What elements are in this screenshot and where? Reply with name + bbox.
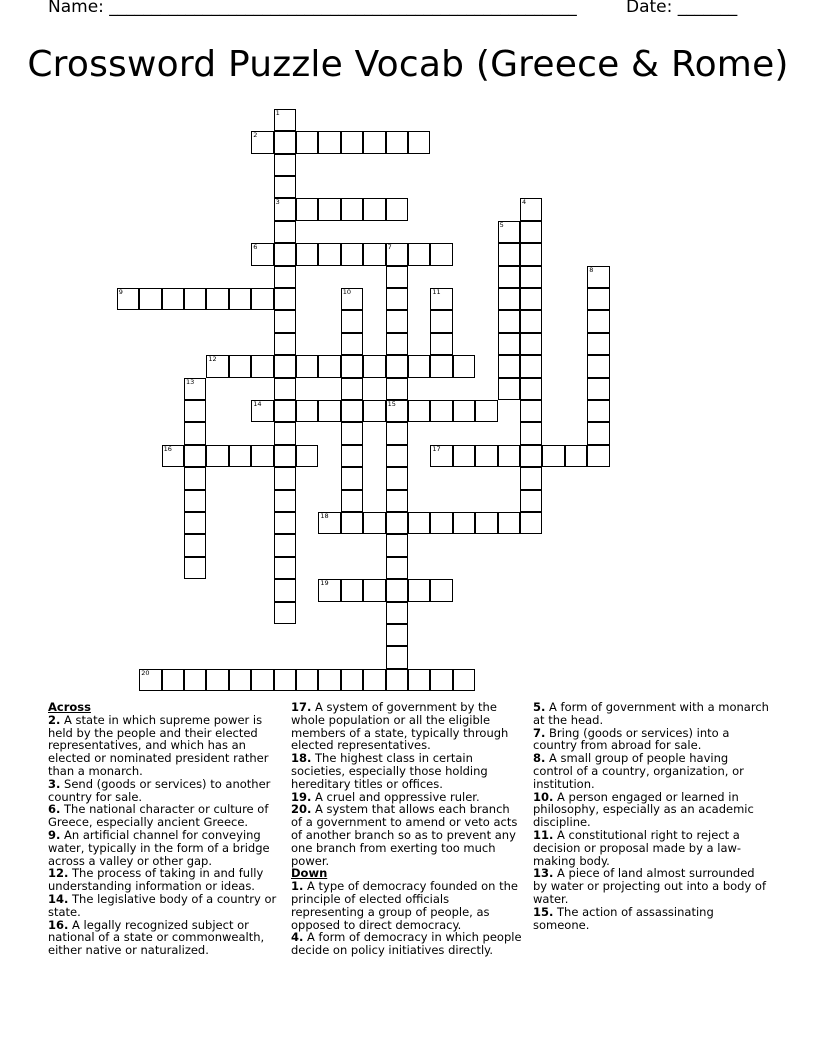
crossword-cell[interactable] bbox=[296, 355, 318, 377]
crossword-cell[interactable] bbox=[408, 355, 430, 377]
crossword-cell[interactable] bbox=[184, 288, 206, 310]
crossword-cell[interactable] bbox=[386, 266, 408, 288]
crossword-cell[interactable] bbox=[341, 243, 363, 265]
crossword-cell[interactable] bbox=[296, 243, 318, 265]
page-title: Crossword Puzzle Vocab (Greece & Rome) bbox=[27, 44, 789, 85]
clue-number-label: 9. bbox=[48, 827, 61, 842]
clue-text: The national character or culture of Greece, especially ancient Greece. bbox=[48, 802, 269, 830]
crossword-cell[interactable] bbox=[520, 378, 542, 400]
clue-number: 16 bbox=[163, 444, 172, 453]
clue-number-label: 11. bbox=[533, 827, 554, 842]
crossword-cell[interactable] bbox=[251, 355, 273, 377]
across-clue-list-continued bbox=[291, 701, 523, 867]
clue-number-label: 13. bbox=[533, 866, 554, 881]
crossword-cell[interactable] bbox=[296, 445, 318, 467]
crossword-cell[interactable] bbox=[296, 198, 318, 220]
crossword-cell[interactable] bbox=[430, 512, 452, 534]
crossword-cell[interactable] bbox=[318, 669, 340, 691]
crossword-cell[interactable] bbox=[386, 310, 408, 332]
crossword-cell[interactable] bbox=[386, 378, 408, 400]
crossword-cell[interactable] bbox=[274, 355, 296, 377]
crossword-cell[interactable] bbox=[520, 333, 542, 355]
crossword-cell[interactable] bbox=[386, 131, 408, 153]
crossword-cell[interactable] bbox=[520, 198, 542, 220]
clue-number: 3 bbox=[275, 198, 280, 207]
clue-text: A form of democracy in which people decide on policy initiatives directly. bbox=[291, 930, 522, 958]
across-heading: Across bbox=[48, 700, 91, 714]
crossword-cell[interactable] bbox=[386, 198, 408, 220]
crossword-cell[interactable] bbox=[206, 288, 228, 310]
clue-number-label: 7. bbox=[533, 725, 546, 740]
crossword-cell[interactable] bbox=[386, 579, 408, 601]
crossword-cell[interactable] bbox=[274, 467, 296, 489]
clue-text: A person engaged or learned in philosophy, especially as an academic discipline. bbox=[533, 789, 754, 830]
crossword-cell[interactable] bbox=[386, 467, 408, 489]
clue-item bbox=[291, 880, 523, 931]
clue-text: The process of taking in and fully understanding information or ideas. bbox=[48, 866, 264, 894]
crossword-cell[interactable] bbox=[184, 490, 206, 512]
clue-number-label: 4. bbox=[291, 930, 304, 945]
crossword-cell[interactable] bbox=[318, 579, 340, 601]
crossword-cell[interactable] bbox=[251, 669, 273, 691]
crossword-cell[interactable] bbox=[587, 266, 609, 288]
clue-number-label: 15. bbox=[533, 904, 554, 919]
crossword-cell[interactable] bbox=[386, 512, 408, 534]
crossword-cell[interactable] bbox=[341, 512, 363, 534]
crossword-cell[interactable] bbox=[363, 512, 385, 534]
crossword-cell[interactable] bbox=[587, 422, 609, 444]
clue-item bbox=[291, 803, 523, 867]
clue-number-label: 20. bbox=[291, 802, 312, 817]
crossword-cell[interactable] bbox=[229, 288, 251, 310]
clue-number: 4 bbox=[522, 198, 527, 207]
crossword-cell[interactable] bbox=[296, 669, 318, 691]
crossword-cell[interactable] bbox=[520, 445, 542, 467]
crossword-cell[interactable] bbox=[520, 310, 542, 332]
crossword-cell[interactable] bbox=[341, 669, 363, 691]
crossword-cell[interactable] bbox=[386, 333, 408, 355]
name-line[interactable]: Name: _______________________________________________________ bbox=[48, 0, 577, 17]
crossword-cell[interactable] bbox=[274, 154, 296, 176]
crossword-cell[interactable] bbox=[453, 400, 475, 422]
crossword-cell[interactable] bbox=[274, 198, 296, 220]
crossword-cell[interactable] bbox=[430, 243, 452, 265]
clue-text: A type of democracy founded on the principle of elected officials representing a group of people, as opposed to direct democracy. bbox=[291, 879, 518, 932]
crossword-cell[interactable] bbox=[184, 534, 206, 556]
crossword-cell[interactable] bbox=[274, 422, 296, 444]
crossword-cell[interactable] bbox=[274, 557, 296, 579]
across-clue-list bbox=[48, 714, 280, 957]
crossword-cell[interactable] bbox=[363, 131, 385, 153]
crossword-cell[interactable] bbox=[341, 579, 363, 601]
crossword-cell[interactable] bbox=[274, 445, 296, 467]
clue-number: 19 bbox=[320, 579, 329, 588]
clue-item bbox=[48, 803, 280, 829]
crossword-cell[interactable] bbox=[430, 669, 452, 691]
crossword-cell[interactable] bbox=[408, 131, 430, 153]
clue-number: 2 bbox=[253, 131, 258, 140]
crossword-cell[interactable] bbox=[363, 400, 385, 422]
crossword-cell[interactable] bbox=[341, 288, 363, 310]
crossword-cell[interactable] bbox=[229, 669, 251, 691]
clues-column-3 bbox=[533, 701, 769, 931]
crossword-cell[interactable] bbox=[341, 310, 363, 332]
clue-text: Bring (goods or services) into a country from abroad for sale. bbox=[533, 725, 730, 753]
crossword-cell[interactable] bbox=[229, 445, 251, 467]
crossword-cell[interactable] bbox=[386, 602, 408, 624]
crossword-cell[interactable] bbox=[184, 557, 206, 579]
clue-number: 7 bbox=[387, 243, 392, 252]
crossword-cell[interactable] bbox=[587, 355, 609, 377]
crossword-cell[interactable] bbox=[341, 355, 363, 377]
clue-number-label: 18. bbox=[291, 751, 312, 766]
crossword-cell[interactable] bbox=[498, 221, 520, 243]
crossword-cell[interactable] bbox=[386, 669, 408, 691]
crossword-cell[interactable] bbox=[318, 243, 340, 265]
crossword-cell[interactable] bbox=[274, 669, 296, 691]
clue-number: 17 bbox=[432, 444, 441, 453]
clue-number: 14 bbox=[253, 400, 262, 408]
crossword-cell[interactable] bbox=[386, 534, 408, 556]
crossword-cell[interactable] bbox=[475, 512, 497, 534]
crossword-cell[interactable] bbox=[274, 490, 296, 512]
clue-number-label: 14. bbox=[48, 891, 69, 906]
crossword-cell[interactable] bbox=[251, 131, 273, 153]
crossword-cell[interactable] bbox=[363, 355, 385, 377]
crossword-cell[interactable] bbox=[341, 422, 363, 444]
crossword-cell[interactable] bbox=[139, 288, 161, 310]
crossword-cell[interactable] bbox=[498, 378, 520, 400]
clue-text: The highest class in certain societies, especially those holding hereditary titles or offices. bbox=[291, 751, 488, 791]
clue-number-label: 19. bbox=[291, 789, 312, 804]
crossword-cell[interactable] bbox=[453, 445, 475, 467]
crossword-cell[interactable] bbox=[184, 378, 206, 400]
crossword-cell[interactable] bbox=[117, 288, 139, 310]
crossword-cell[interactable] bbox=[296, 400, 318, 422]
clue-text: A constitutional right to reject a decision or proposal made by a law-making body. bbox=[533, 827, 742, 868]
clue-item bbox=[533, 701, 769, 727]
crossword-cell[interactable] bbox=[430, 400, 452, 422]
crossword-cell[interactable] bbox=[430, 288, 452, 310]
down-heading: Down bbox=[291, 866, 328, 881]
clue-item bbox=[291, 752, 523, 790]
crossword-cell[interactable] bbox=[498, 355, 520, 377]
crossword-cell[interactable] bbox=[498, 310, 520, 332]
clue-number: 13 bbox=[186, 377, 195, 386]
clue-text: A small group of people having control of a country, organization, or institution. bbox=[533, 751, 744, 791]
clue-number: 18 bbox=[320, 512, 329, 520]
crossword-cell[interactable] bbox=[587, 333, 609, 355]
clue-text: An artificial channel for conveying water, typically in the form of a bridge across a valley or other gap. bbox=[48, 827, 270, 868]
crossword-cell[interactable] bbox=[520, 355, 542, 377]
crossword-cell[interactable] bbox=[587, 400, 609, 422]
crossword-cell[interactable] bbox=[430, 579, 452, 601]
crossword-cell[interactable] bbox=[587, 310, 609, 332]
crossword-cell[interactable] bbox=[386, 490, 408, 512]
crossword-cell[interactable] bbox=[408, 243, 430, 265]
clue-text: Send (goods or services) to another country for sale. bbox=[48, 776, 271, 804]
clue-item bbox=[291, 931, 523, 957]
clue-number: 15 bbox=[387, 400, 396, 408]
clue-item bbox=[291, 701, 523, 752]
crossword-cell[interactable] bbox=[274, 176, 296, 198]
clue-number: 20 bbox=[141, 668, 150, 677]
down-clue-list-continued bbox=[533, 701, 769, 931]
crossword-cell[interactable] bbox=[274, 602, 296, 624]
crossword-cell[interactable] bbox=[498, 243, 520, 265]
clue-number: 6 bbox=[253, 243, 258, 252]
crossword-cell[interactable] bbox=[587, 378, 609, 400]
crossword-cell[interactable] bbox=[274, 378, 296, 400]
crossword-cell[interactable] bbox=[430, 355, 452, 377]
crossword-cell[interactable] bbox=[318, 400, 340, 422]
clue-number-label: 6. bbox=[48, 802, 61, 817]
clue-text: A form of government with a monarch at the head. bbox=[533, 700, 769, 727]
crossword-cell[interactable] bbox=[408, 669, 430, 691]
crossword-cell[interactable] bbox=[520, 467, 542, 489]
crossword-cell[interactable] bbox=[251, 288, 273, 310]
crossword-cell[interactable] bbox=[274, 266, 296, 288]
crossword-cell[interactable] bbox=[139, 669, 161, 691]
crossword-cell[interactable] bbox=[386, 243, 408, 265]
date-line[interactable]: Date: _______ bbox=[626, 0, 738, 17]
crossword-cell[interactable] bbox=[520, 422, 542, 444]
crossword-cell[interactable] bbox=[408, 400, 430, 422]
clue-number-label: 8. bbox=[533, 751, 546, 766]
clue-number: 12 bbox=[208, 355, 217, 364]
crossword-cell[interactable] bbox=[341, 333, 363, 355]
crossword-cell[interactable] bbox=[520, 221, 542, 243]
crossword-cell[interactable] bbox=[498, 288, 520, 310]
crossword-cell[interactable] bbox=[184, 512, 206, 534]
crossword-cell[interactable] bbox=[206, 445, 228, 467]
crossword-cell[interactable] bbox=[296, 131, 318, 153]
crossword-cell[interactable] bbox=[318, 355, 340, 377]
clue-number-label: 16. bbox=[48, 917, 69, 932]
crossword-cell[interactable] bbox=[184, 669, 206, 691]
crossword-cell[interactable] bbox=[318, 198, 340, 220]
clue-item bbox=[533, 791, 769, 829]
crossword-cell[interactable] bbox=[498, 266, 520, 288]
clue-number-label: 10. bbox=[533, 789, 554, 804]
crossword-cell[interactable] bbox=[274, 534, 296, 556]
crossword-cell[interactable] bbox=[453, 669, 475, 691]
crossword-cell[interactable] bbox=[274, 400, 296, 422]
clue-item bbox=[48, 714, 280, 778]
clue-item bbox=[533, 727, 769, 753]
crossword-cell[interactable] bbox=[341, 198, 363, 220]
clue-number: 10 bbox=[342, 288, 352, 296]
crossword-cell[interactable] bbox=[386, 624, 408, 646]
crossword-cell[interactable] bbox=[251, 243, 273, 265]
crossword-cell[interactable] bbox=[587, 445, 609, 467]
down-clue-list bbox=[291, 880, 523, 957]
crossword-cell[interactable] bbox=[274, 310, 296, 332]
crossword-cell[interactable] bbox=[430, 333, 452, 355]
crossword-cell[interactable] bbox=[341, 131, 363, 153]
clue-number: 5 bbox=[499, 220, 504, 229]
crossword-cell[interactable] bbox=[430, 445, 452, 467]
crossword-cell[interactable] bbox=[475, 400, 497, 422]
crossword-cell[interactable] bbox=[184, 400, 206, 422]
clue-text: A cruel and oppressive ruler. bbox=[311, 789, 480, 804]
crossword-cell[interactable] bbox=[386, 646, 408, 668]
crossword-cell[interactable] bbox=[498, 333, 520, 355]
crossword-cell[interactable] bbox=[274, 512, 296, 534]
crossword-cell[interactable] bbox=[206, 355, 228, 377]
clue-text: A piece of land almost surrounded by water or projecting out into a body of water. bbox=[533, 866, 767, 906]
crossword-cell[interactable] bbox=[363, 243, 385, 265]
crossword-cell[interactable] bbox=[274, 288, 296, 310]
clue-item bbox=[48, 919, 280, 957]
crossword-cell[interactable] bbox=[520, 490, 542, 512]
crossword-cell[interactable] bbox=[162, 445, 184, 467]
crossword-cell[interactable] bbox=[408, 512, 430, 534]
crossword-cell[interactable] bbox=[162, 288, 184, 310]
clue-item bbox=[48, 893, 280, 919]
clue-item bbox=[533, 752, 769, 790]
clue-item bbox=[48, 829, 280, 867]
crossword-cell[interactable] bbox=[184, 445, 206, 467]
crossword-cell[interactable] bbox=[498, 512, 520, 534]
clue-item bbox=[533, 867, 769, 905]
clue-text: A system of government by the whole population or all the eligible members of a state, typically through elected representatives. bbox=[291, 700, 509, 753]
clues-column-2 bbox=[291, 701, 523, 957]
clue-text: A system that allows each branch of a government to amend or veto acts of another branch so as to prevent any one branch from exerting too much power. bbox=[291, 802, 518, 868]
clue-text: A state in which supreme power is held by the people and their elected representatives, and which has an elected or nominated president rather than a monarch. bbox=[48, 712, 269, 778]
crossword-cell[interactable] bbox=[386, 400, 408, 422]
clue-item bbox=[533, 829, 769, 867]
crossword-cell[interactable] bbox=[341, 490, 363, 512]
crossword-cell[interactable] bbox=[251, 445, 273, 467]
clue-number-label: 12. bbox=[48, 866, 69, 881]
clue-number: 11 bbox=[432, 288, 441, 296]
crossword-cell[interactable] bbox=[274, 221, 296, 243]
crossword-cell[interactable] bbox=[498, 445, 520, 467]
clue-number: 9 bbox=[118, 288, 123, 296]
crossword-cell[interactable] bbox=[386, 557, 408, 579]
clues-column-1 bbox=[48, 701, 280, 957]
crossword-cell[interactable] bbox=[363, 669, 385, 691]
crossword-cell[interactable] bbox=[341, 445, 363, 467]
crossword-cell[interactable] bbox=[318, 512, 340, 534]
crossword-cell[interactable] bbox=[386, 355, 408, 377]
crossword-cell[interactable] bbox=[341, 400, 363, 422]
clue-item bbox=[48, 778, 280, 804]
crossword-cell[interactable] bbox=[341, 378, 363, 400]
crossword-cell[interactable] bbox=[274, 579, 296, 601]
crossword-cell[interactable] bbox=[453, 355, 475, 377]
crossword-cell[interactable] bbox=[565, 445, 587, 467]
clue-item bbox=[533, 906, 769, 932]
crossword-cell[interactable] bbox=[386, 422, 408, 444]
crossword-cell[interactable] bbox=[184, 422, 206, 444]
crossword-cell[interactable] bbox=[184, 467, 206, 489]
crossword-cell[interactable] bbox=[520, 288, 542, 310]
crossword-cell[interactable] bbox=[274, 333, 296, 355]
crossword-cell[interactable] bbox=[386, 288, 408, 310]
crossword-cell[interactable] bbox=[520, 512, 542, 534]
crossword-cell[interactable] bbox=[408, 579, 430, 601]
clue-number: 8 bbox=[589, 265, 594, 274]
crossword-cell[interactable] bbox=[520, 400, 542, 422]
clue-text: The legislative body of a country or state. bbox=[48, 891, 277, 919]
clue-number-label: 2. bbox=[48, 712, 61, 727]
crossword-cell[interactable] bbox=[251, 400, 273, 422]
clue-number-label: 1. bbox=[291, 879, 304, 894]
crossword-cell[interactable] bbox=[520, 266, 542, 288]
clue-number: 1 bbox=[275, 108, 280, 117]
crossword-cell[interactable] bbox=[475, 445, 497, 467]
crossword-cell[interactable] bbox=[453, 512, 475, 534]
crossword-cell[interactable] bbox=[542, 445, 564, 467]
crossword-cell[interactable] bbox=[318, 131, 340, 153]
crossword-cell[interactable] bbox=[274, 109, 296, 131]
crossword-cell[interactable] bbox=[274, 243, 296, 265]
crossword-cell[interactable] bbox=[229, 355, 251, 377]
crossword-cell[interactable] bbox=[206, 669, 228, 691]
clue-number-label: 17. bbox=[291, 700, 312, 714]
crossword-cell[interactable] bbox=[430, 310, 452, 332]
crossword-cell[interactable] bbox=[274, 131, 296, 153]
clue-number-label: 3. bbox=[48, 776, 61, 791]
crossword-cell[interactable] bbox=[520, 243, 542, 265]
crossword-cell[interactable] bbox=[386, 445, 408, 467]
clue-text: The action of assassinating someone. bbox=[533, 904, 714, 932]
crossword-cell[interactable] bbox=[587, 288, 609, 310]
crossword-cell[interactable] bbox=[341, 467, 363, 489]
crossword-cell[interactable] bbox=[162, 669, 184, 691]
crossword-cell[interactable] bbox=[363, 579, 385, 601]
crossword-cell[interactable] bbox=[363, 198, 385, 220]
clue-text: A legally recognized subject or national of a state or commonwealth, either native or naturalized. bbox=[48, 917, 265, 958]
clue-number-label: 5. bbox=[533, 700, 546, 714]
clue-item bbox=[48, 867, 280, 893]
